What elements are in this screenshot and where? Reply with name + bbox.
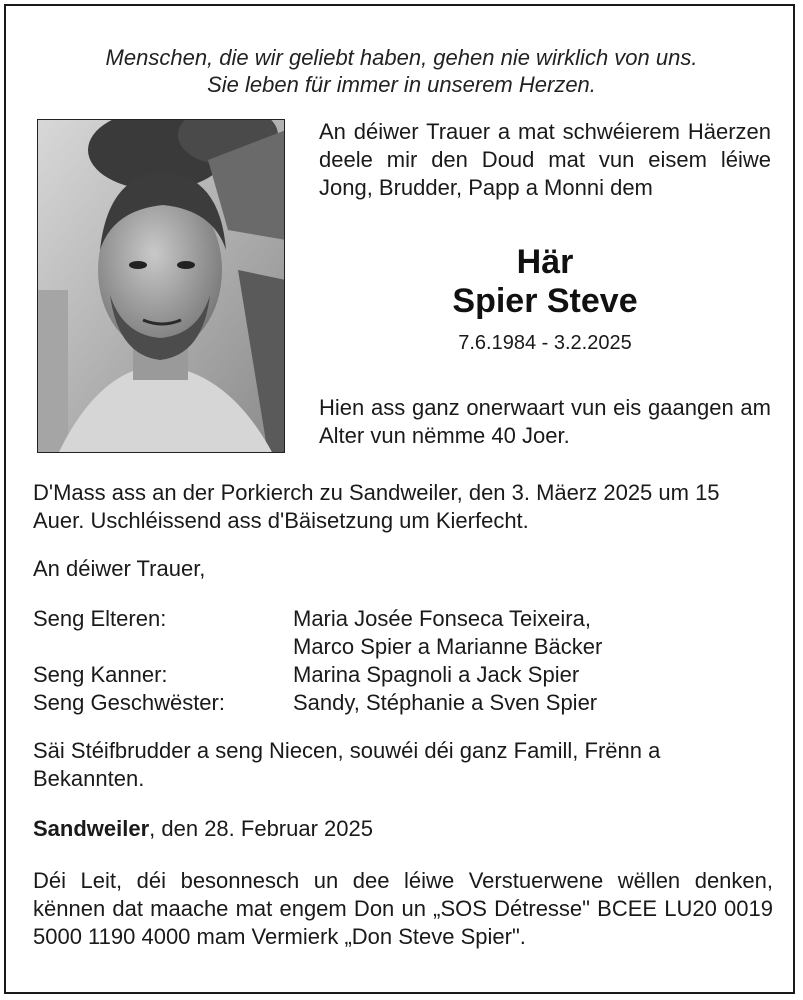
family-names: Maria Josée Fonseca Teixeira, [293,606,591,631]
place-date-line [33,815,773,843]
extended-family: Säi Stéifbrudder a seng Niecen, souwéi déi ganz Famill, Frënn a Bekannten. [33,738,661,791]
quote-line-1: Menschen, die wir geliebt haben, gehen nie wirklich von uns. [105,45,698,70]
quote-line-2: Sie leben für immer in unserem Herzen. [207,72,596,97]
memorial-quote [0,44,803,98]
family-names: Marco Spier a Marianne Bäcker [293,634,603,659]
family-relation: Seng Geschwëster: [33,690,225,715]
life-dates: 7.6.1984 - 3.2.2025 [458,332,632,354]
family-row [33,689,602,717]
donation-info: Déi Leit, déi besonnesch un dee léiwe Verstuerwene wëllen denken, kënnen dat maache mat engem Don un „SOS Détresse" BCEE LU20 0019 5000 1190 4000 mam Vermierk „Don Steve Spier". [33,868,773,949]
portrait-photo [37,119,285,453]
family-names: Marina Spagnoli a Jack Spier [293,662,580,687]
family-relation: Seng Kanner: [33,662,168,687]
intro-text: An déiwer Trauer a mat schwéierem Häerzen deele mir den Doud mat vun eisem léiwe Jong, Brudder, Papp a Monni dem [319,119,771,200]
place-name: Sandweiler [33,816,150,841]
family-row [33,605,602,633]
age-text: Hien ass ganz onerwaart vun eis gaangen am Alter vun nëmme 40 Joer. [319,395,771,448]
date-text: , den 28. Februar 2025 [149,816,373,841]
family-relation: Seng Elteren: [33,606,167,631]
honorific: Här [516,243,574,281]
deceased-name: Spier Steve [452,282,638,320]
family-relation [33,633,293,661]
family-list [33,605,602,717]
family-row [33,661,602,689]
family-row [33,633,602,661]
mourners-intro: An déiwer Trauer, [33,556,206,581]
mass-info: D'Mass ass an der Porkierch zu Sandweiler, den 3. Mäerz 2025 um 15 Auer. Uschléissend ass d'Bäisetzung um Kierfecht. [33,480,720,533]
family-names: Sandy, Stéphanie a Sven Spier [293,690,598,715]
